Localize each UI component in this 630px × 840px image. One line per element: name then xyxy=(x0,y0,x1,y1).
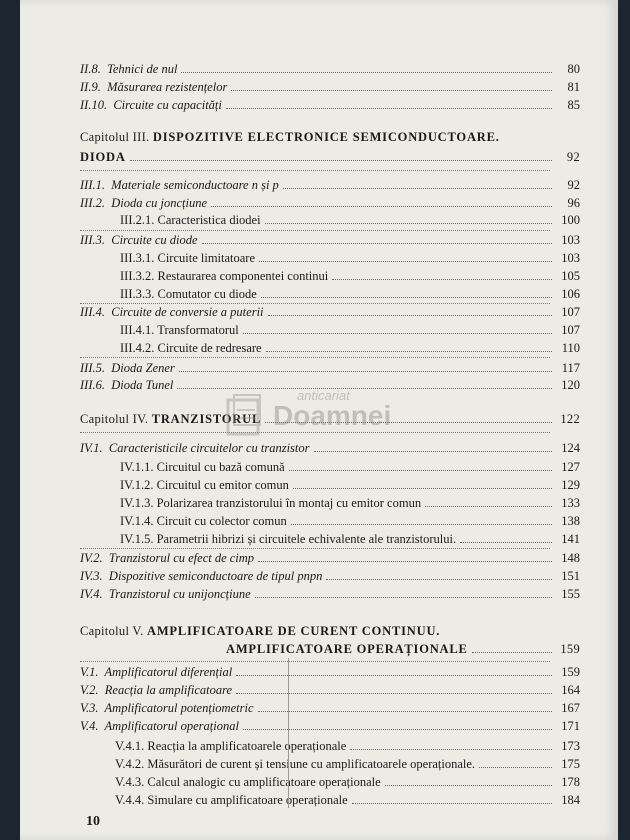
toc-entry-iii-2-1 xyxy=(120,213,580,227)
toc-entry-label: III.4.1. Transformatorul xyxy=(120,323,239,337)
leader-dots xyxy=(226,107,552,109)
toc-entry-page: 141 xyxy=(561,532,580,546)
toc-entry-page: 96 xyxy=(567,196,580,210)
toc-entry-iv-4 xyxy=(80,587,580,601)
toc-entry-iii-4-1 xyxy=(120,323,580,337)
toc-entry-page: 110 xyxy=(561,341,580,355)
toc-entry-label: III.4. Circuite de conversie a puterii xyxy=(80,305,264,319)
toc-entry-iii-5 xyxy=(80,361,580,375)
toc-chapter-iii-line2 xyxy=(80,150,580,164)
toc-entry-page: 120 xyxy=(561,378,580,392)
page-number: 10 xyxy=(86,814,100,829)
toc-entry-page: 103 xyxy=(561,233,580,247)
leader-dots xyxy=(332,278,552,280)
toc-entry-v-4-1 xyxy=(115,739,580,753)
toc-entry-page: 127 xyxy=(561,460,580,474)
toc-entry-label: V.3. Amplificatorul potențiometric xyxy=(80,701,254,715)
leader-dots xyxy=(326,578,552,580)
chapter-title: DISPOZITIVE ELECTRONICE SEMICONDUCTOARE. xyxy=(152,130,500,144)
chapter-title: TRANZISTORUL xyxy=(151,412,262,426)
toc-entry-iv-2 xyxy=(80,551,580,565)
leader-dots xyxy=(236,692,552,694)
toc-entry-label: III.3. Circuite cu diode xyxy=(80,233,198,247)
watermark-main-text: Doamnei xyxy=(273,400,392,431)
toc-entry-iii-4-2 xyxy=(120,341,580,355)
toc-entry-label: V.4. Amplificatorul operațional xyxy=(80,719,239,733)
toc-entry-page: 184 xyxy=(561,793,580,807)
toc-entry-page: 122 xyxy=(560,412,580,426)
leader-dots xyxy=(258,710,553,712)
toc-chapter-v-line1 xyxy=(80,624,580,638)
toc-entry-page: 133 xyxy=(561,496,580,510)
toc-entry-label: III.4.2. Circuite de redresare xyxy=(120,341,262,355)
toc-entry-ii-10 xyxy=(80,98,580,112)
toc-entry-iv-1-2 xyxy=(120,478,580,492)
toc-entry-page: 100 xyxy=(561,213,580,227)
toc-entry-label: II.8. Tehnici de nul xyxy=(80,62,178,76)
leader-dots xyxy=(425,505,552,507)
toc-entry-page: 178 xyxy=(561,775,580,789)
leader-dots xyxy=(350,748,552,750)
toc-entry-page: 175 xyxy=(561,757,580,771)
toc-entry-iii-3-1 xyxy=(120,251,580,265)
leader-dots xyxy=(460,541,552,543)
toc-entry-page: 80 xyxy=(567,62,580,76)
toc-entry-label: IV.1.1. Circuitul cu bază comună xyxy=(120,460,285,474)
chapter-prefix: Capitolul III. xyxy=(80,130,153,144)
leader-dots xyxy=(283,187,552,189)
toc-entry-label: II.10. Circuite cu capacități xyxy=(80,98,222,112)
leader-dots xyxy=(289,469,552,471)
toc-entry-label: V.4.1. Reacția la amplificatoarele operaționale xyxy=(115,739,347,753)
toc-chapter-v-line2 xyxy=(80,642,580,656)
toc-entry-label: III.3.2. Restaurarea componentei continui xyxy=(120,269,329,283)
chapter-prefix: Capitolul V. xyxy=(80,624,147,638)
toc-entry-label: III.1. Materiale semiconductoare n și p xyxy=(80,178,279,192)
toc-entry-label: III.2.1. Caracteristica diodei xyxy=(120,213,261,227)
toc-entry-page: 148 xyxy=(561,551,580,565)
toc-entry-page: 129 xyxy=(561,478,580,492)
bracket-line xyxy=(288,658,289,808)
toc-entry-iii-3 xyxy=(80,233,580,247)
toc-entry-page: 124 xyxy=(561,441,580,455)
toc-entry-label: II.9. Măsurarea rezistențelor xyxy=(80,80,228,94)
toc-entry-page: 81 xyxy=(567,80,580,94)
toc-entry-page: 92 xyxy=(567,178,580,192)
toc-entry-label: III.6. Dioda Tunel xyxy=(80,378,174,392)
chapter-prefix: Capitolul IV. xyxy=(80,412,152,426)
toc-entry-label: IV.1.5. Parametrii hibrizi și circuitele echivalente ale tranzistorului. xyxy=(120,532,457,546)
leader-dots xyxy=(179,370,552,372)
toc-entry-iii-1 xyxy=(80,178,580,192)
leader-dots xyxy=(261,296,552,298)
leader-dots xyxy=(385,784,552,786)
book-page xyxy=(20,0,618,840)
toc-entry-v-4 xyxy=(80,719,580,733)
toc-entry-page: 159 xyxy=(560,642,580,656)
leader-dots xyxy=(268,314,552,316)
leader-dots xyxy=(472,651,552,653)
separator-line xyxy=(80,230,550,231)
toc-entry-page: 117 xyxy=(561,361,580,375)
toc-entry-label: III.5. Dioda Zener xyxy=(80,361,175,375)
toc-entry-iii-2 xyxy=(80,196,580,210)
separator-line xyxy=(80,170,550,171)
toc-entry-label: V.1. Amplificatorul diferențial xyxy=(80,665,233,679)
leader-dots xyxy=(236,674,552,676)
toc-entry-page: 85 xyxy=(567,98,580,112)
leader-dots xyxy=(255,596,552,598)
leader-dots xyxy=(314,450,553,452)
toc-entry-page: 92 xyxy=(566,150,580,164)
toc-entry-page: 155 xyxy=(561,587,580,601)
toc-entry-page: 106 xyxy=(561,287,580,301)
separator-line xyxy=(80,661,550,662)
toc-entry-label: V.4.3. Calcul analogic cu amplificatoare operaționale xyxy=(115,775,381,789)
toc-entry-iv-1-4 xyxy=(120,514,580,528)
toc-entry-iv-3 xyxy=(80,569,580,583)
toc-entry-label: V.2. Reacția la amplificatoare xyxy=(80,683,233,697)
toc-entry-iv-1-3 xyxy=(120,496,580,510)
toc-entry-label: IV.1.4. Circuit cu colector comun xyxy=(120,514,287,528)
toc-entry-iii-3-3 xyxy=(120,287,580,301)
watermark-top-text: anticariat xyxy=(297,388,350,403)
toc-entry-label: IV.1.3. Polarizarea tranzistorului în montaj cu emitor comun xyxy=(120,496,422,510)
toc-entry-v-4-2 xyxy=(115,757,580,771)
leader-dots xyxy=(291,523,552,525)
toc-entry-page: 164 xyxy=(561,683,580,697)
leader-dots xyxy=(259,260,552,262)
chapter-title: AMPLIFICATOARE DE CURENT CONTINUU. xyxy=(147,624,441,638)
toc-entry-page: 107 xyxy=(561,323,580,337)
leader-dots xyxy=(352,802,552,804)
toc-entry-label: IV.2. Tranzistorul cu efect de cimp xyxy=(80,551,255,565)
separator-line xyxy=(80,303,550,304)
leader-dots xyxy=(181,71,552,73)
toc-entry-page: 151 xyxy=(561,569,580,583)
toc-entry-label: III.3.3. Comutator cu diode xyxy=(120,287,257,301)
separator-line xyxy=(80,548,550,549)
leader-dots xyxy=(243,332,552,334)
toc-entry-v-4-3 xyxy=(115,775,580,789)
toc-entry-ii-8 xyxy=(80,62,580,76)
leader-dots xyxy=(231,89,552,91)
toc-entry-ii-9 xyxy=(80,80,580,94)
toc-entry-page: 105 xyxy=(561,269,580,283)
toc-entry-page: 107 xyxy=(561,305,580,319)
leader-dots xyxy=(243,728,552,730)
leader-dots xyxy=(211,205,552,207)
toc-entry-label: IV.1.2. Circuitul cu emitor comun xyxy=(120,478,289,492)
leader-dots xyxy=(293,487,552,489)
toc-entry-label: IV.3. Dispozitive semiconductoare de tipul pnpn xyxy=(80,569,323,583)
toc-entry-page: 103 xyxy=(561,251,580,265)
toc-entry-iv-1-5 xyxy=(120,532,580,546)
leader-dots xyxy=(266,350,552,352)
toc-entry-label: III.2. Dioda cu joncțiune xyxy=(80,196,208,210)
watermark xyxy=(225,388,425,448)
chapter-title-continued: DIODA xyxy=(80,150,126,164)
watermark-logo xyxy=(225,392,265,440)
toc-entry-iii-4 xyxy=(80,305,580,319)
toc-entry-v-4-4 xyxy=(115,793,580,807)
toc-entry-label: IV.4. Tranzistorul cu unijoncțiune xyxy=(80,587,251,601)
toc-entry-label: III.3.1. Circuite limitatoare xyxy=(120,251,256,265)
toc-entry-v-3 xyxy=(80,701,580,715)
toc-entry-label: V.4.4. Simulare cu amplificatoare operaționale xyxy=(115,793,348,807)
leader-dots xyxy=(130,159,552,161)
toc-entry-page: 167 xyxy=(561,701,580,715)
toc-entry-label: IV.1. Caracteristicile circuitelor cu tranzistor xyxy=(80,441,310,455)
leader-dots xyxy=(202,242,552,244)
chapter-title-continued: AMPLIFICATOARE OPERAȚIONALE xyxy=(226,642,468,656)
toc-entry-page: 171 xyxy=(561,719,580,733)
toc-entry-label: V.4.2. Măsurători de curent și tensiune cu amplificatoarele operaționale. xyxy=(115,757,476,771)
separator-line xyxy=(80,357,550,358)
toc-chapter-iii-line1 xyxy=(80,130,580,144)
toc-entry-page: 159 xyxy=(561,665,580,679)
toc-entry-v-1 xyxy=(80,665,580,679)
toc-entry-iii-3-2 xyxy=(120,269,580,283)
toc-entry-page: 173 xyxy=(561,739,580,753)
leader-dots xyxy=(479,766,552,768)
toc-entry-iv-1-1 xyxy=(120,460,580,474)
toc-entry-page: 138 xyxy=(561,514,580,528)
leader-dots xyxy=(258,560,552,562)
leader-dots xyxy=(265,222,552,224)
toc-entry-v-2 xyxy=(80,683,580,697)
